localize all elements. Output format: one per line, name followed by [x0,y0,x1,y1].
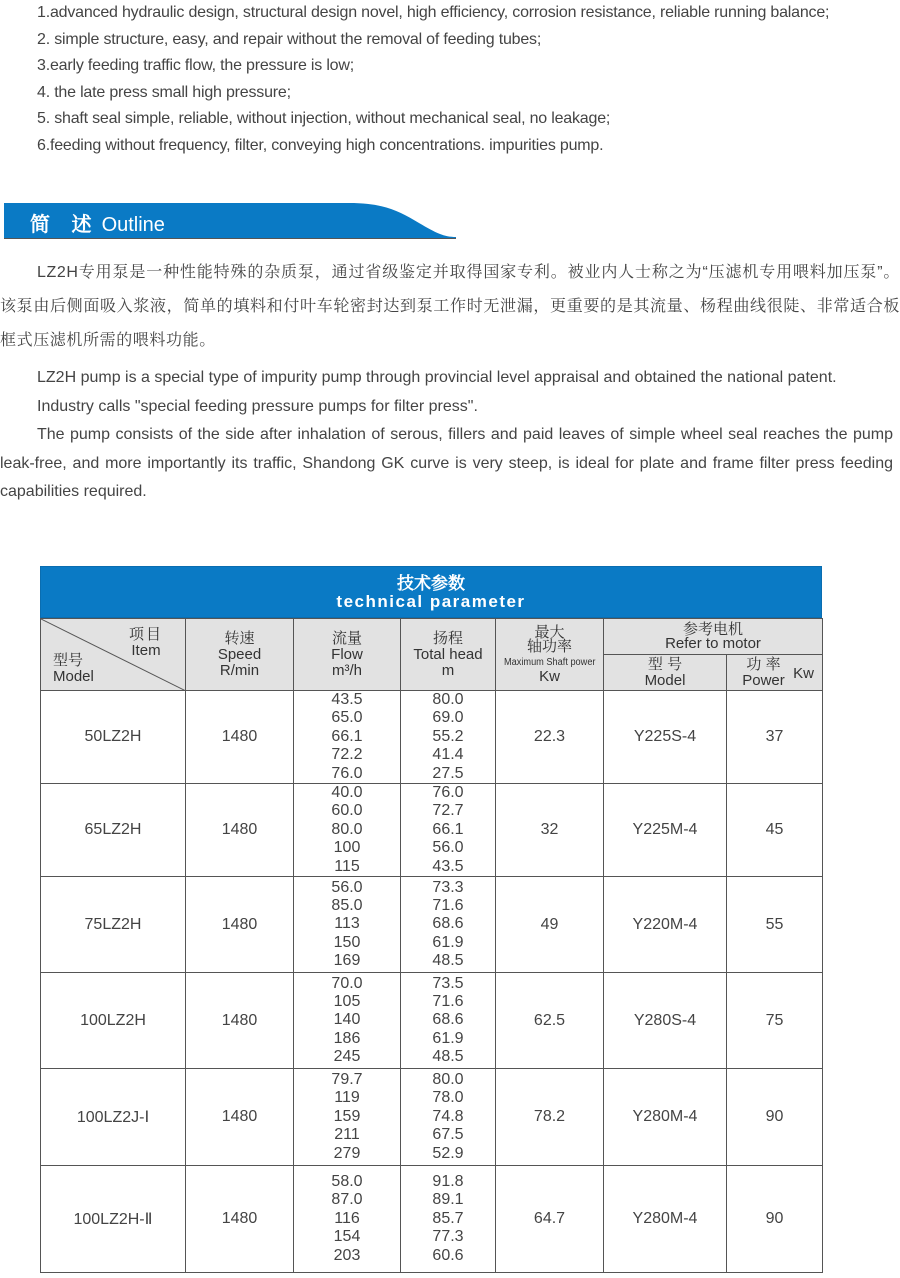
feature-item: 5. shaft seal simple, reliable, without injection, without mechanical seal, no leakage; [37,110,611,127]
table-row: 50LZ2H 1480 43.5 65.0 66.1 72.2 76.0 80.0 69.0 55.2 41.4 27.5 22.3 Y225S-4 37 [41,691,823,784]
feature-item: 3.early feeding traffic flow, the pressure is low; [37,57,354,74]
outline-zh-paragraph: LZ2H专用泵是一种性能特殊的杂质泵，通过省级鉴定并取得国家专利。被业内人士称之为“压滤机专用喂料加压泵”。该泵由后侧面吸入浆液，简单的填料和付叶车轮密封达到泵工作时无泄漏，更重要的是其流量、杨程曲线很陡、非常适合板框式压滤机所需的喂料功能。 [0,264,900,349]
outline-en-paragraph: LZ2H pump is a special type of impurity pump through provincial level appraisal and obtained the national patent. [37,369,837,386]
header-motor-model: 型 号 Model [604,655,727,691]
header-motor-power: 功 率 Power Kw [727,655,823,691]
header-head: 扬程 Total head m [401,619,496,691]
table-row: 100LZ2J-Ⅰ 1480 79.7 119 159 211 279 80.0 78.0 74.8 67.5 52.9 78.2 Y280M-4 90 [41,1069,823,1166]
outline-en-paragraph: Industry calls "special feeding pressure pumps for filter press". [37,397,478,415]
table-row: 100LZ2H 1480 70.0 105 140 186 245 73.5 71.6 68.6 61.9 48.5 62.5 Y280S-4 75 [41,973,823,1069]
table-title: 技术参数 technical parameter [40,566,822,618]
technical-parameter-table [40,566,822,1273]
outline-en-paragraph: The pump consists of the side after inhalation of serous, fillers and paid leaves of simple wheel seal reaches the pump leak-free, and more importantly its traffic, Shandong GK curve is very steep, is ideal for plate and frame filter press feeding capabilities required. [0,426,893,500]
outline-english [0,364,893,507]
table-row: 100LZ2H-Ⅱ 1480 58.0 87.0 116 154 203 91.8 89.1 85.7 77.3 60.6 64.7 Y280M-4 90 [41,1166,823,1273]
table-row: 65LZ2H 1480 40.0 60.0 80.0 100 115 76.0 72.7 66.1 56.0 43.5 32 Y225M-4 45 [41,784,823,877]
header-flow: 流量 Flow m³/h [294,619,401,691]
table-row: 75LZ2H 1480 56.0 85.0 113 150 169 73.3 71.6 68.6 61.9 48.5 49 Y220M-4 55 [41,877,823,973]
outline-chinese [0,256,900,358]
header-motor: 参考电机 Refer to motor [604,619,823,655]
header-shaft-power: 最大 轴功率 Maximum Shaft power Kw [496,619,604,691]
features-list [0,0,900,159]
feature-item: 6.feeding without frequency, filter, conveying high concentrations. impurities pump. [37,136,604,154]
header-speed: 转速 Speed R/min [186,619,294,691]
section-title: 简 述 Outline [30,214,165,236]
section-banner-outline [4,203,454,239]
header-model-item: 项目 Item 型号 Model [41,619,186,691]
feature-item: 2. simple structure, easy, and repair without the removal of feeding tubes; [37,30,542,48]
feature-item: 1.advanced hydraulic design, structural design novel, high efficiency, corrosion resistance, reliable running balance; [37,4,830,21]
feature-item: 4. the late press small high pressure; [37,83,291,101]
